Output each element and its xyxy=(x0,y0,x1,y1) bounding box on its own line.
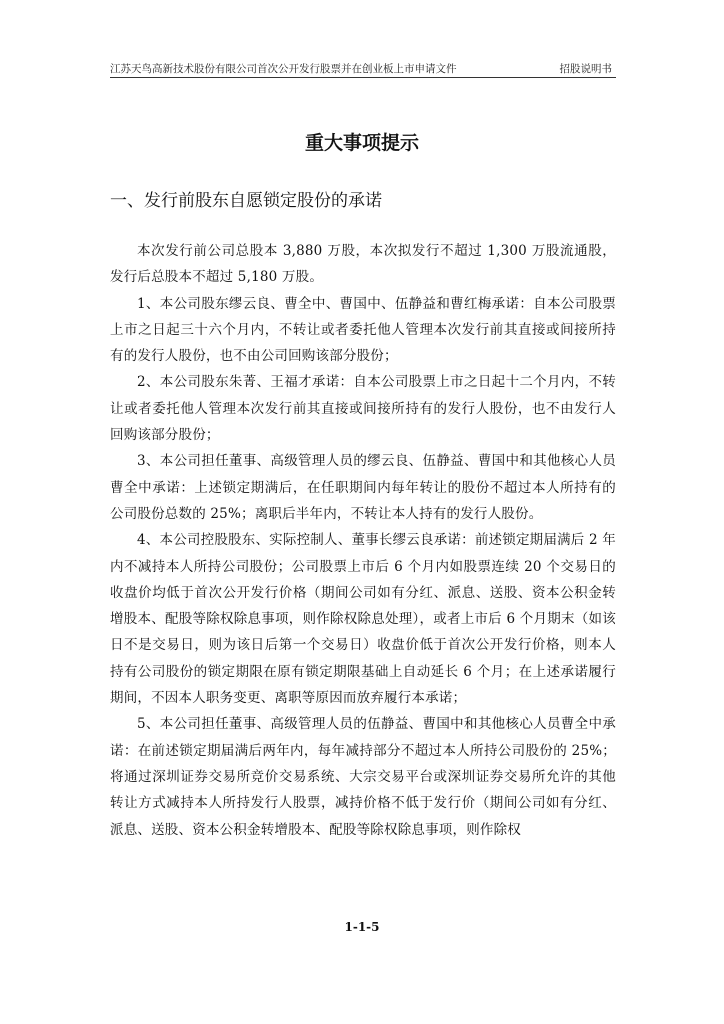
paragraph-commitment-5: 5、本公司担任董事、高级管理人员的伍静益、曹国中和其他核心人员曹全中承诺：在前述锁定期届满后两年内，每年减持部分不超过本人所持公司股份的 25%；将通过深圳证券交易所竞价交易系统、大宗交易平台或深圳证券交易所允许的其他转让方式减持本人所持发行人股票，减持价格不低于发行价（期间公司如有分红、派息、送股、资本公积金转增股本、配股等除权除息事项，则作除权 xyxy=(110,716,616,838)
paragraph-commitment-4: 4、本公司控股股东、实际控制人、董事长缪云良承诺：前述锁定期届满后 2 年内不减持本人所持公司股份；公司股票上市后 6 个月内如股票连续 20 个交易日的收盘价均低于首次公开发行价格（期间公司如有分红、派息、送股、资本公积金转增股本、配股等除权除息事项，则作除权除息处理），或者上市后 6 个月期末（如该日不是交易日，则为该日后第一个交易日）收盘价低于首次公开发行价格，则本人持有公司股份的锁定期限在原有锁定期限基础上自动延长 6 个月；在上述承诺履行期间，不因本人职务变更、离职等原因而放弃履行本承诺； xyxy=(110,532,616,707)
paragraph-commitment-2: 2、本公司股东朱菁、王福才承诺：自本公司股票上市之日起十二个月内，不转让或者委托他人管理本次发行前其直接或间接所持有的发行人股份，也不由发行人回购该部分股份； xyxy=(110,374,616,444)
section-heading: 一、发行前股东自愿锁定股份的承诺 xyxy=(110,191,382,211)
paragraph-commitment-1: 1、本公司股东缪云良、曹全中、曹国中、伍静益和曹红梅承诺：自本公司股票上市之日起三十六个月内，不转让或者委托他人管理本次发行前其直接或间接所持有的发行人股份，也不由公司回购该部分股份； xyxy=(110,295,616,365)
body-text xyxy=(110,238,616,843)
page-header xyxy=(110,59,616,78)
page-number: 1-1-5 xyxy=(344,920,380,934)
paragraph-share-capital: 本次发行前公司总股本 3,880 万股，本次拟发行不超过 1,300 万股流通股，发行后总股本不超过 5,180 万股。 xyxy=(110,243,616,286)
header-document-title: 江苏天鸟高新技术股份有限公司首次公开发行股票并在创业板上市申请文件 xyxy=(110,63,457,75)
page-title: 重大事项提示 xyxy=(304,132,419,154)
header-document-type: 招股说明书 xyxy=(559,63,612,75)
paragraph-commitment-3: 3、本公司担任董事、高级管理人员的缪云良、伍静益、曹国中和其他核心人员曹全中承诺：上述锁定期满后，在任职期间内每年转让的股份不超过本人所持有的公司股份总数的 25%；离职后半年内，不转让本人持有的发行人股份。 xyxy=(110,453,616,522)
